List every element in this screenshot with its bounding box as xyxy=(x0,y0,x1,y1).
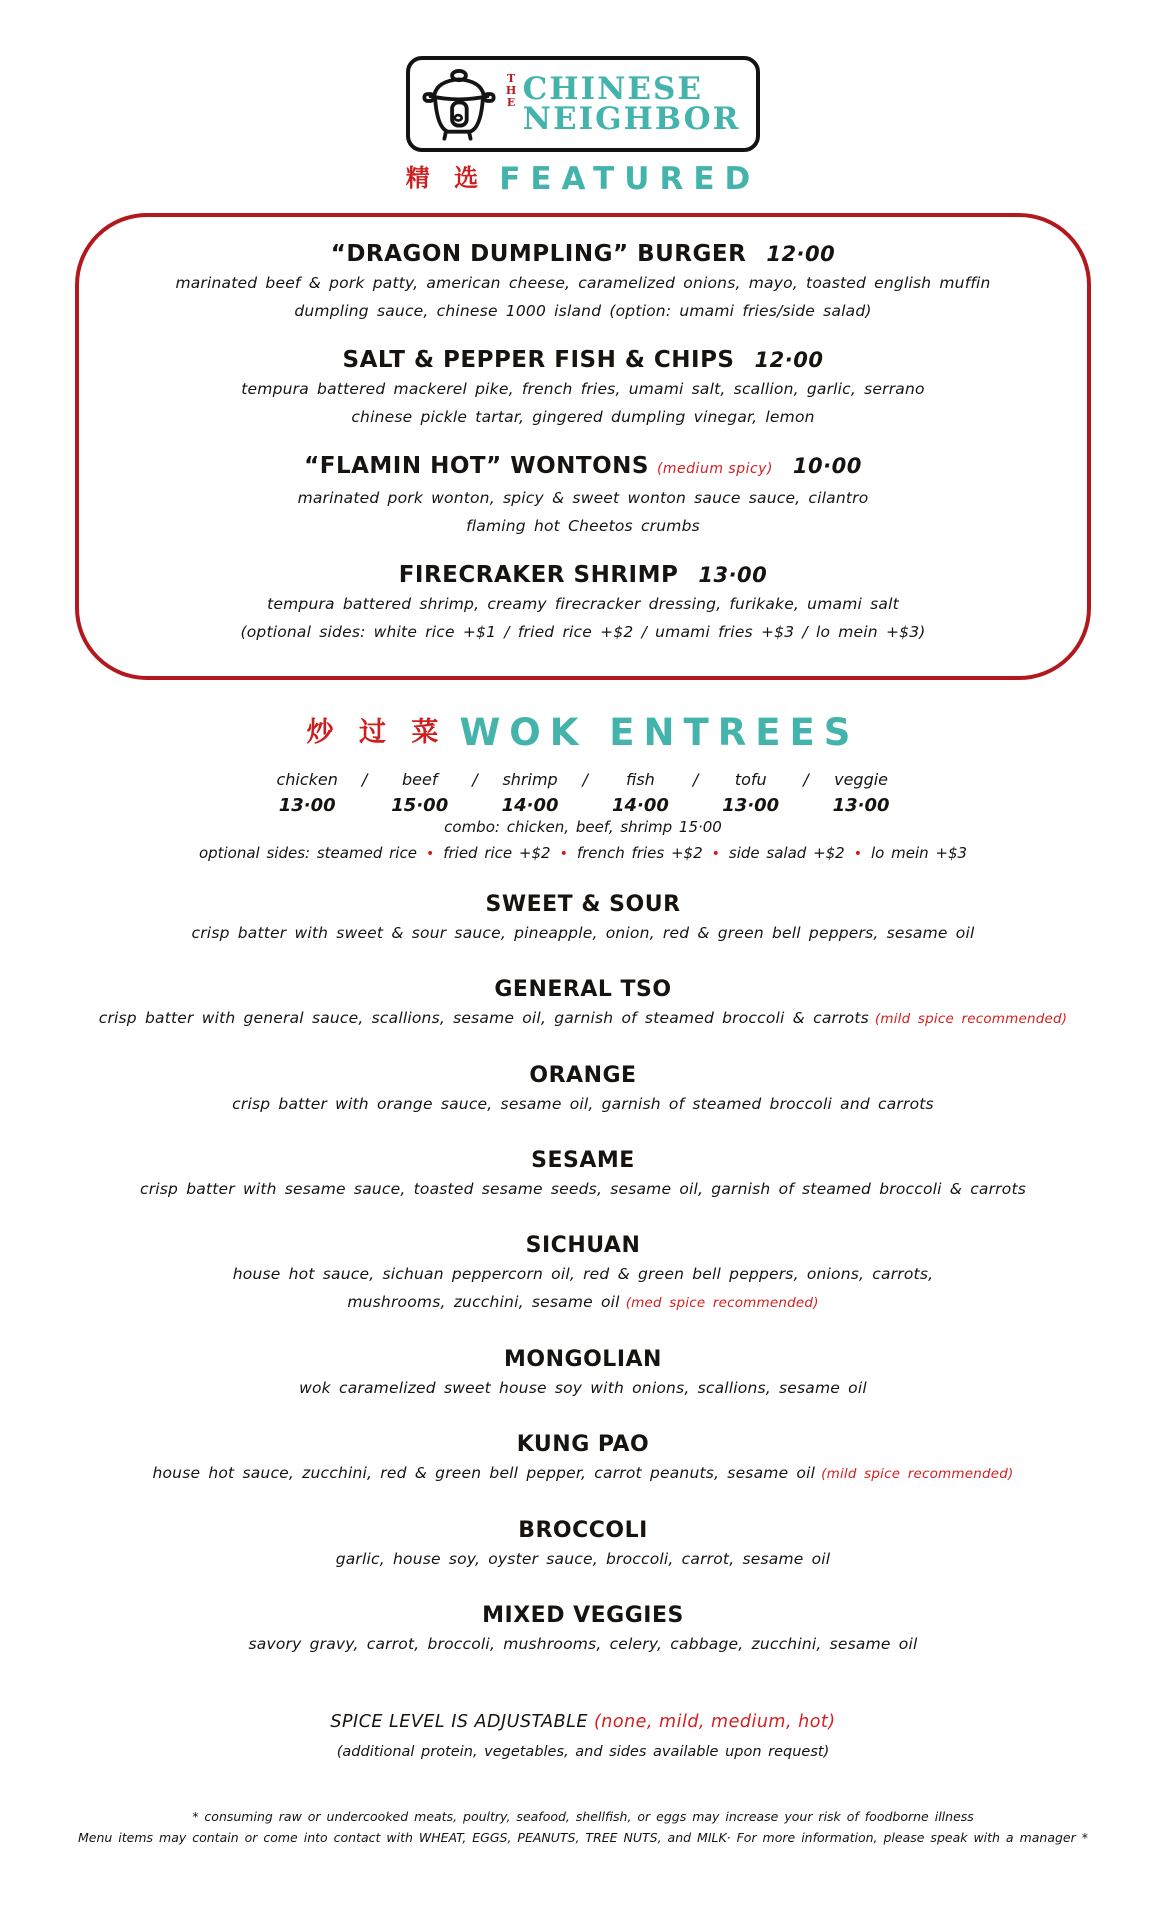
menu-item-kung-pao xyxy=(0,1431,1166,1488)
protein-price: 13·00 xyxy=(722,795,780,816)
description-text: crisp batter with orange sauce, sesame oil, garnish of steamed broccoli and carrots xyxy=(232,1095,934,1113)
brand-name-line1: CHINESE xyxy=(522,71,704,107)
spice-level-line xyxy=(0,1712,1166,1732)
menu-item-orange xyxy=(0,1062,1166,1118)
item-description xyxy=(0,1090,1166,1118)
spice-note: (mild spice recommended) xyxy=(874,1011,1068,1027)
slash-separator: / xyxy=(472,770,478,789)
item-description xyxy=(0,1288,1166,1317)
slash-separator: / xyxy=(692,770,699,789)
protein-price: 13·00 xyxy=(278,795,336,816)
disclaimer-line1: * consuming raw or undercooked meats, poultry, seafood, shellfish, or eggs may increase your risk of foodborne illness xyxy=(192,1809,974,1824)
item-name: MONGOLIAN xyxy=(504,1347,662,1372)
featured-heading-chinese: 精 选 xyxy=(405,164,487,192)
protein-price: 13·00 xyxy=(832,795,890,816)
protein-option: chicken xyxy=(276,770,338,789)
featured-heading xyxy=(0,158,1166,197)
disclaimer xyxy=(0,1806,1166,1848)
item-title xyxy=(113,239,1053,269)
item-description: flaming hot Cheetos crumbs xyxy=(466,517,700,535)
protein-option: beef xyxy=(402,770,438,789)
protein-price: 14·00 xyxy=(501,795,559,816)
slash-separator: / xyxy=(582,770,588,789)
description-text: crisp batter with sweet & sour sauce, pineapple, onion, red & green bell peppers, sesame oil xyxy=(191,924,975,942)
item-name: SICHUAN xyxy=(525,1233,641,1258)
description-text: crisp batter with sesame sauce, toasted sesame seeds, sesame oil, garnish of steamed broccoli & carrots xyxy=(139,1180,1026,1198)
rice-cooker-icon xyxy=(416,64,502,144)
item-name: FIRECRAKER SHRIMP xyxy=(398,562,679,588)
menu-item-firecraker-shrimp xyxy=(113,560,1053,646)
item-price: 12·00 xyxy=(754,348,824,372)
item-name: “DRAGON DUMPLING” BURGER xyxy=(330,241,747,267)
item-name: SESAME xyxy=(531,1148,635,1173)
item-description xyxy=(0,1459,1166,1488)
item-description: marinated pork wonton, spicy & sweet wonton sauce sauce, cilantro xyxy=(297,489,869,507)
protein-option: veggie xyxy=(834,770,889,789)
spice-note: (medium spicy) xyxy=(656,461,773,477)
spice-note: (med spice recommended) xyxy=(625,1295,819,1311)
menu-item-salt-pepper-fish-chips xyxy=(113,345,1053,431)
item-name: SWEET & SOUR xyxy=(485,892,681,917)
brand-name xyxy=(522,71,741,137)
item-description: chinese pickle tartar, gingered dumpling vinegar, lemon xyxy=(351,408,815,426)
item-name: SALT & PEPPER FISH & CHIPS xyxy=(342,347,735,373)
sides-part: fried rice +$2 xyxy=(443,844,551,862)
dot-separator: • xyxy=(711,846,720,862)
item-price: 10·00 xyxy=(792,454,862,478)
item-price: 13·00 xyxy=(698,563,768,587)
sides-part: french fries +$2 xyxy=(576,844,703,862)
item-description xyxy=(0,919,1166,947)
description-text: house hot sauce, sichuan peppercorn oil, red & green bell peppers, onions, carrots, xyxy=(232,1265,934,1283)
spice-level-options: (none, mild, medium, hot) xyxy=(593,1712,836,1732)
menu-item-broccoli xyxy=(0,1517,1166,1573)
item-description xyxy=(0,1374,1166,1402)
combo-line: combo: chicken, beef, shrimp 15·00 xyxy=(444,818,722,836)
wok-heading-english: WOK ENTREES xyxy=(459,711,860,754)
wok-entrees-heading xyxy=(0,710,1166,754)
description-text: savory gravy, carrot, broccoli, mushrooms, celery, cabbage, zucchini, sesame oil xyxy=(248,1635,918,1653)
optional-sides-line xyxy=(0,844,1166,862)
brand-name-line2: NEIGHBOR xyxy=(522,101,741,137)
item-description xyxy=(0,1004,1166,1033)
sides-part: optional sides: steamed rice xyxy=(198,844,417,862)
menu-item-dragon-dumpling-burger xyxy=(113,239,1053,325)
disclaimer-line2: Menu items may contain or come into contact with WHEAT, EGGS, PEANUTS, TREE NUTS, and MILK· For more information, please speak with a manager * xyxy=(78,1830,1088,1845)
item-name: KUNG PAO xyxy=(516,1432,650,1457)
item-title xyxy=(113,560,1053,590)
protein-option: fish xyxy=(626,770,655,789)
menu-item-sesame xyxy=(0,1147,1166,1203)
sides-part: side salad +$2 xyxy=(728,844,845,862)
dot-separator: • xyxy=(853,846,862,862)
protein-option: tofu xyxy=(734,770,767,789)
protein-price: 15·00 xyxy=(391,795,449,816)
menu-item-flamin-hot-wontons xyxy=(113,451,1053,540)
protein-price: 14·00 xyxy=(611,795,669,816)
featured-box xyxy=(75,213,1091,680)
sides-part: lo mein +$3 xyxy=(870,844,968,862)
spice-note: (mild spice recommended) xyxy=(821,1466,1014,1482)
menu-item-mongolian xyxy=(0,1346,1166,1402)
item-name: MIXED VEGGIES xyxy=(482,1603,684,1628)
description-text: crisp batter with general sauce, scallions, sesame oil, garnish of steamed broccoli & carrots xyxy=(98,1009,869,1027)
description-text: house hot sauce, zucchini, red & green bell pepper, carrot peanuts, sesame oil xyxy=(152,1464,816,1482)
dot-separator: • xyxy=(425,846,435,862)
menu-item-sweet-and-sour xyxy=(0,891,1166,947)
item-name: “FLAMIN HOT” WONTONS xyxy=(304,453,649,479)
spice-level-label: SPICE LEVEL IS ADJUSTABLE xyxy=(330,1712,588,1732)
featured-heading-english: FEATURED xyxy=(499,161,761,197)
item-name: BROCCOLI xyxy=(518,1518,648,1543)
protein-price-grid xyxy=(0,770,1166,816)
slash-separator: / xyxy=(361,770,368,789)
item-name: ORANGE xyxy=(529,1063,637,1088)
item-description: (optional sides: white rice +$1 / fried rice +$2 / umami fries +$3 / lo mein +$3) xyxy=(240,623,926,641)
description-text: mushrooms, zucchini, sesame oil xyxy=(347,1293,620,1311)
description-text: wok caramelized sweet house soy with onions, scallions, sesame oil xyxy=(299,1379,867,1397)
item-description: tempura battered shrimp, creamy firecracker dressing, furikake, umami salt xyxy=(267,595,899,613)
brand-the-text: THE xyxy=(504,72,518,108)
item-description: marinated beef & pork patty, american cheese, caramelized onions, mayo, toasted english muffin xyxy=(175,274,991,292)
dot-separator: • xyxy=(559,846,568,862)
brand-the-vertical xyxy=(506,72,516,108)
item-title xyxy=(113,345,1053,375)
protein-option: shrimp xyxy=(502,770,558,789)
spice-level-block xyxy=(0,1712,1166,1760)
item-description xyxy=(0,1175,1166,1203)
slash-separator: / xyxy=(803,770,809,789)
item-description xyxy=(0,1545,1166,1573)
item-title xyxy=(113,451,1053,484)
restaurant-logo xyxy=(406,56,761,152)
additional-note: (additional protein, vegetables, and sides available upon request) xyxy=(336,1744,830,1760)
menu-item-mixed-veggies xyxy=(0,1602,1166,1658)
menu-item-general-tso xyxy=(0,976,1166,1033)
wok-heading-chinese: 炒 过 菜 xyxy=(306,717,447,748)
item-name: GENERAL TSO xyxy=(494,977,672,1002)
item-description xyxy=(0,1260,1166,1288)
menu-item-sichuan xyxy=(0,1232,1166,1317)
item-description xyxy=(0,1630,1166,1658)
item-price: 12·00 xyxy=(766,242,836,266)
item-description: tempura battered mackerel pike, french fries, umami salt, scallion, garlic, serrano xyxy=(241,380,925,398)
item-description: dumpling sauce, chinese 1000 island (option: umami fries/side salad) xyxy=(294,302,872,320)
description-text: garlic, house soy, oyster sauce, broccoli, carrot, sesame oil xyxy=(335,1550,831,1568)
